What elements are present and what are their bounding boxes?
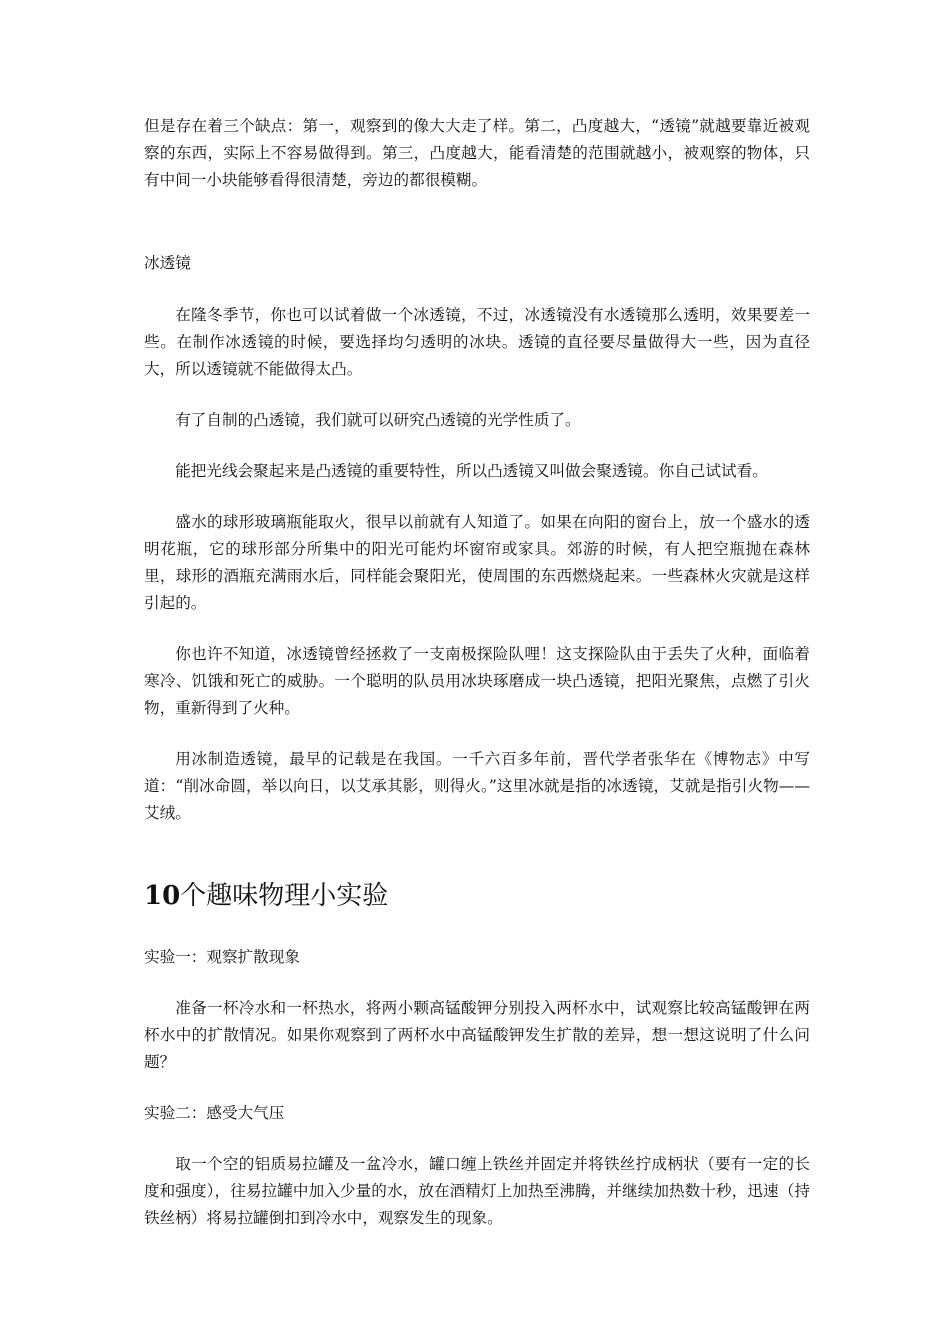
paragraph-glass-bottle-fire: 盛水的球形玻璃瓶能取火，很早以前就有人知道了。如果在向阳的窗台上，放一个盛水的透明花瓶，它的球形部分所集中的阳光可能灼坏窗帘或家具。郊游的时候，有人把空瓶抛在森林里，球形的酒瓶充满雨水后，同样能会聚阳光，使周围的东西燃烧起来。一些森林火灾就是这样引起的。 [144,513,810,612]
title-number: 10 [144,881,181,911]
title-text: 个趣味物理小实验 [180,881,389,911]
paragraph-antarctic-expedition: 你也许不知道，冰透镜曾经拯救了一支南极探险队哩！这支探险队由于丢失了火种，面临着寒冷、饥饿和死亡的威胁。一个聪明的队员用冰块琢磨成一块凸透镜，把阳光聚焦，点燃了引火物，重新得到了火种。 [144,645,810,717]
experiment-1-body: 准备一杯冷水和一杯热水，将两小颗高锰酸钾分别投入两杯水中，试观察比较高锰酸钾在两杯水中的扩散情况。如果你观察到了两杯水中高锰酸钾发生扩散的差异，想一想这说明了什么问题？ [144,999,810,1071]
section-heading-ice-lens: 冰透镜 [144,254,191,272]
document-title [144,879,810,913]
paragraph-convex-lens-study: 有了自制的凸透镜，我们就可以研究凸透镜的光学性质了。 [175,411,581,429]
experiment-2-body: 取一个空的铝质易拉罐及一盆冷水，罐口缠上铁丝并固定并将铁丝拧成柄状（要有一定的长度和强度），往易拉罐中加入少量的水，放在酒精灯上加热至沸腾，并继续加热数十秒，迅速（持铁丝柄）将易拉罐倒扣到冷水中，观察发生的现象。 [144,1155,810,1227]
paragraph-historical-record: 用冰制造透镜，最早的记载是在我国。一千六百多年前，晋代学者张华在《博物志》中写道：“削冰命圆，举以向日，以艾承其影，则得火。”这里冰就是指的冰透镜，艾就是指引火物——艾绒。 [144,750,810,822]
document-page [144,113,810,1232]
paragraph-lens-drawbacks: 但是存在着三个缺点：第一，观察到的像大大走了样。第二，凸度越大，“透镜”就越要靠近被观察的东西，实际上不容易做得到。第三，凸度越大，能看清楚的范围就越小，被观察的物体，只有中间一小块能够看得很清楚，旁边的都很模糊。 [144,117,810,189]
paragraph-converging-lens: 能把光线会聚起来是凸透镜的重要特性，所以凸透镜又叫做会聚透镜。你自己试试看。 [175,462,768,480]
experiment-1-heading: 实验一：观察扩散现象 [144,948,300,966]
experiment-2-heading: 实验二：感受大气压 [144,1104,285,1122]
paragraph-ice-lens-making: 在隆冬季节，你也可以试着做一个冰透镜，不过，冰透镜没有水透镜那么透明，效果要差一些。在制作冰透镜的时候，要选择均匀透明的冰块。透镜的直径要尽量做得大一些，因为直径大，所以透镜就不能做得太凸。 [144,306,810,378]
